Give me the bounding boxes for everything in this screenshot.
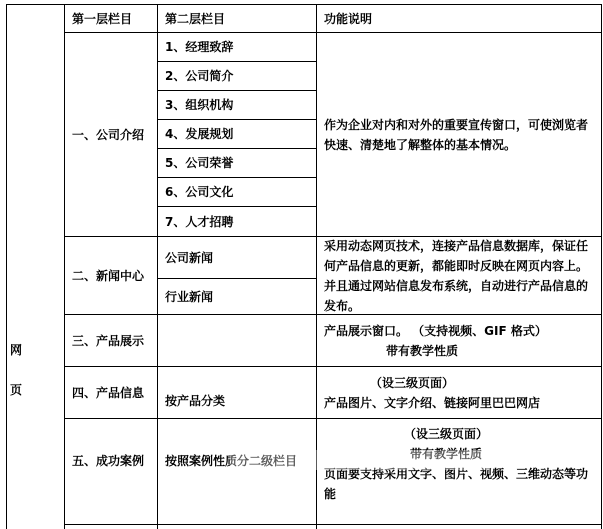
description-product-showcase-line1: 产品展示窗口。 （支持视频、GIF 格式）: [324, 323, 547, 338]
section-company-intro: 一、公司介绍: [72, 127, 145, 142]
section-product-showcase: 三、产品展示: [72, 333, 145, 348]
description-news-center: 采用动态网页技术，连接产品信息数据库，保证任何产品信息的更新，都能即时反映在网页内容上。并且通过网站信息发布系统，自动进行产品信息的发布。: [324, 238, 589, 313]
subitem-company-honors: 5、公司荣誉: [165, 156, 234, 170]
section-success-cases: 五、成功案例: [72, 454, 145, 468]
description-success-cases-line3: 页面要支持采用文字、图片、视频、三维动态等功能: [324, 467, 589, 501]
header-col2: 第二层栏目: [165, 11, 226, 26]
description-success-cases-line1: （设三级页面）: [404, 427, 489, 441]
subitem-company-news: 公司新闻: [165, 250, 214, 265]
subitem-organization: 3、组织机构: [165, 98, 234, 112]
subitem-manager-speech: 1、经理致辞: [165, 40, 234, 54]
subitem-company-profile: 2、公司简介: [165, 69, 234, 83]
header-col1: 第一层栏目: [72, 11, 133, 26]
subitem-industry-news: 行业新闻: [165, 289, 214, 304]
side-label-line2: 页: [10, 383, 23, 397]
description-product-showcase: [324, 315, 596, 366]
description-product-info-line1: （设三级页面）: [370, 375, 455, 390]
subitem-company-culture: 6、公司文化: [165, 185, 234, 199]
section-product-info: 四、产品信息: [72, 385, 145, 400]
subitem-recruitment: 7、人才招聘: [165, 214, 234, 229]
description-company-intro: 作为企业对内和对外的重要宣传窗口，可使浏览者快速、清楚地了解整体的基本情况。: [324, 117, 589, 152]
header-col3: 功能说明: [324, 11, 373, 26]
subitem-development-plan: 4、发展规划: [165, 127, 234, 141]
description-success-cases-line2: 带有教学性质: [410, 447, 483, 461]
scan-overlay: [230, 450, 490, 470]
side-label-line1: 网: [10, 343, 23, 357]
section-news-center: 二、新闻中心: [72, 268, 145, 283]
description-product-info: [324, 367, 596, 418]
subitem-by-product-category: 按产品分类: [165, 393, 226, 408]
description-product-info-line2: 产品图片、文字介绍、链接阿里巴巴网店: [324, 395, 541, 410]
description-product-showcase-line2: 带有教学性质: [386, 343, 459, 358]
subitem-case-categories: 按照案例性质分二级栏目: [165, 454, 298, 468]
